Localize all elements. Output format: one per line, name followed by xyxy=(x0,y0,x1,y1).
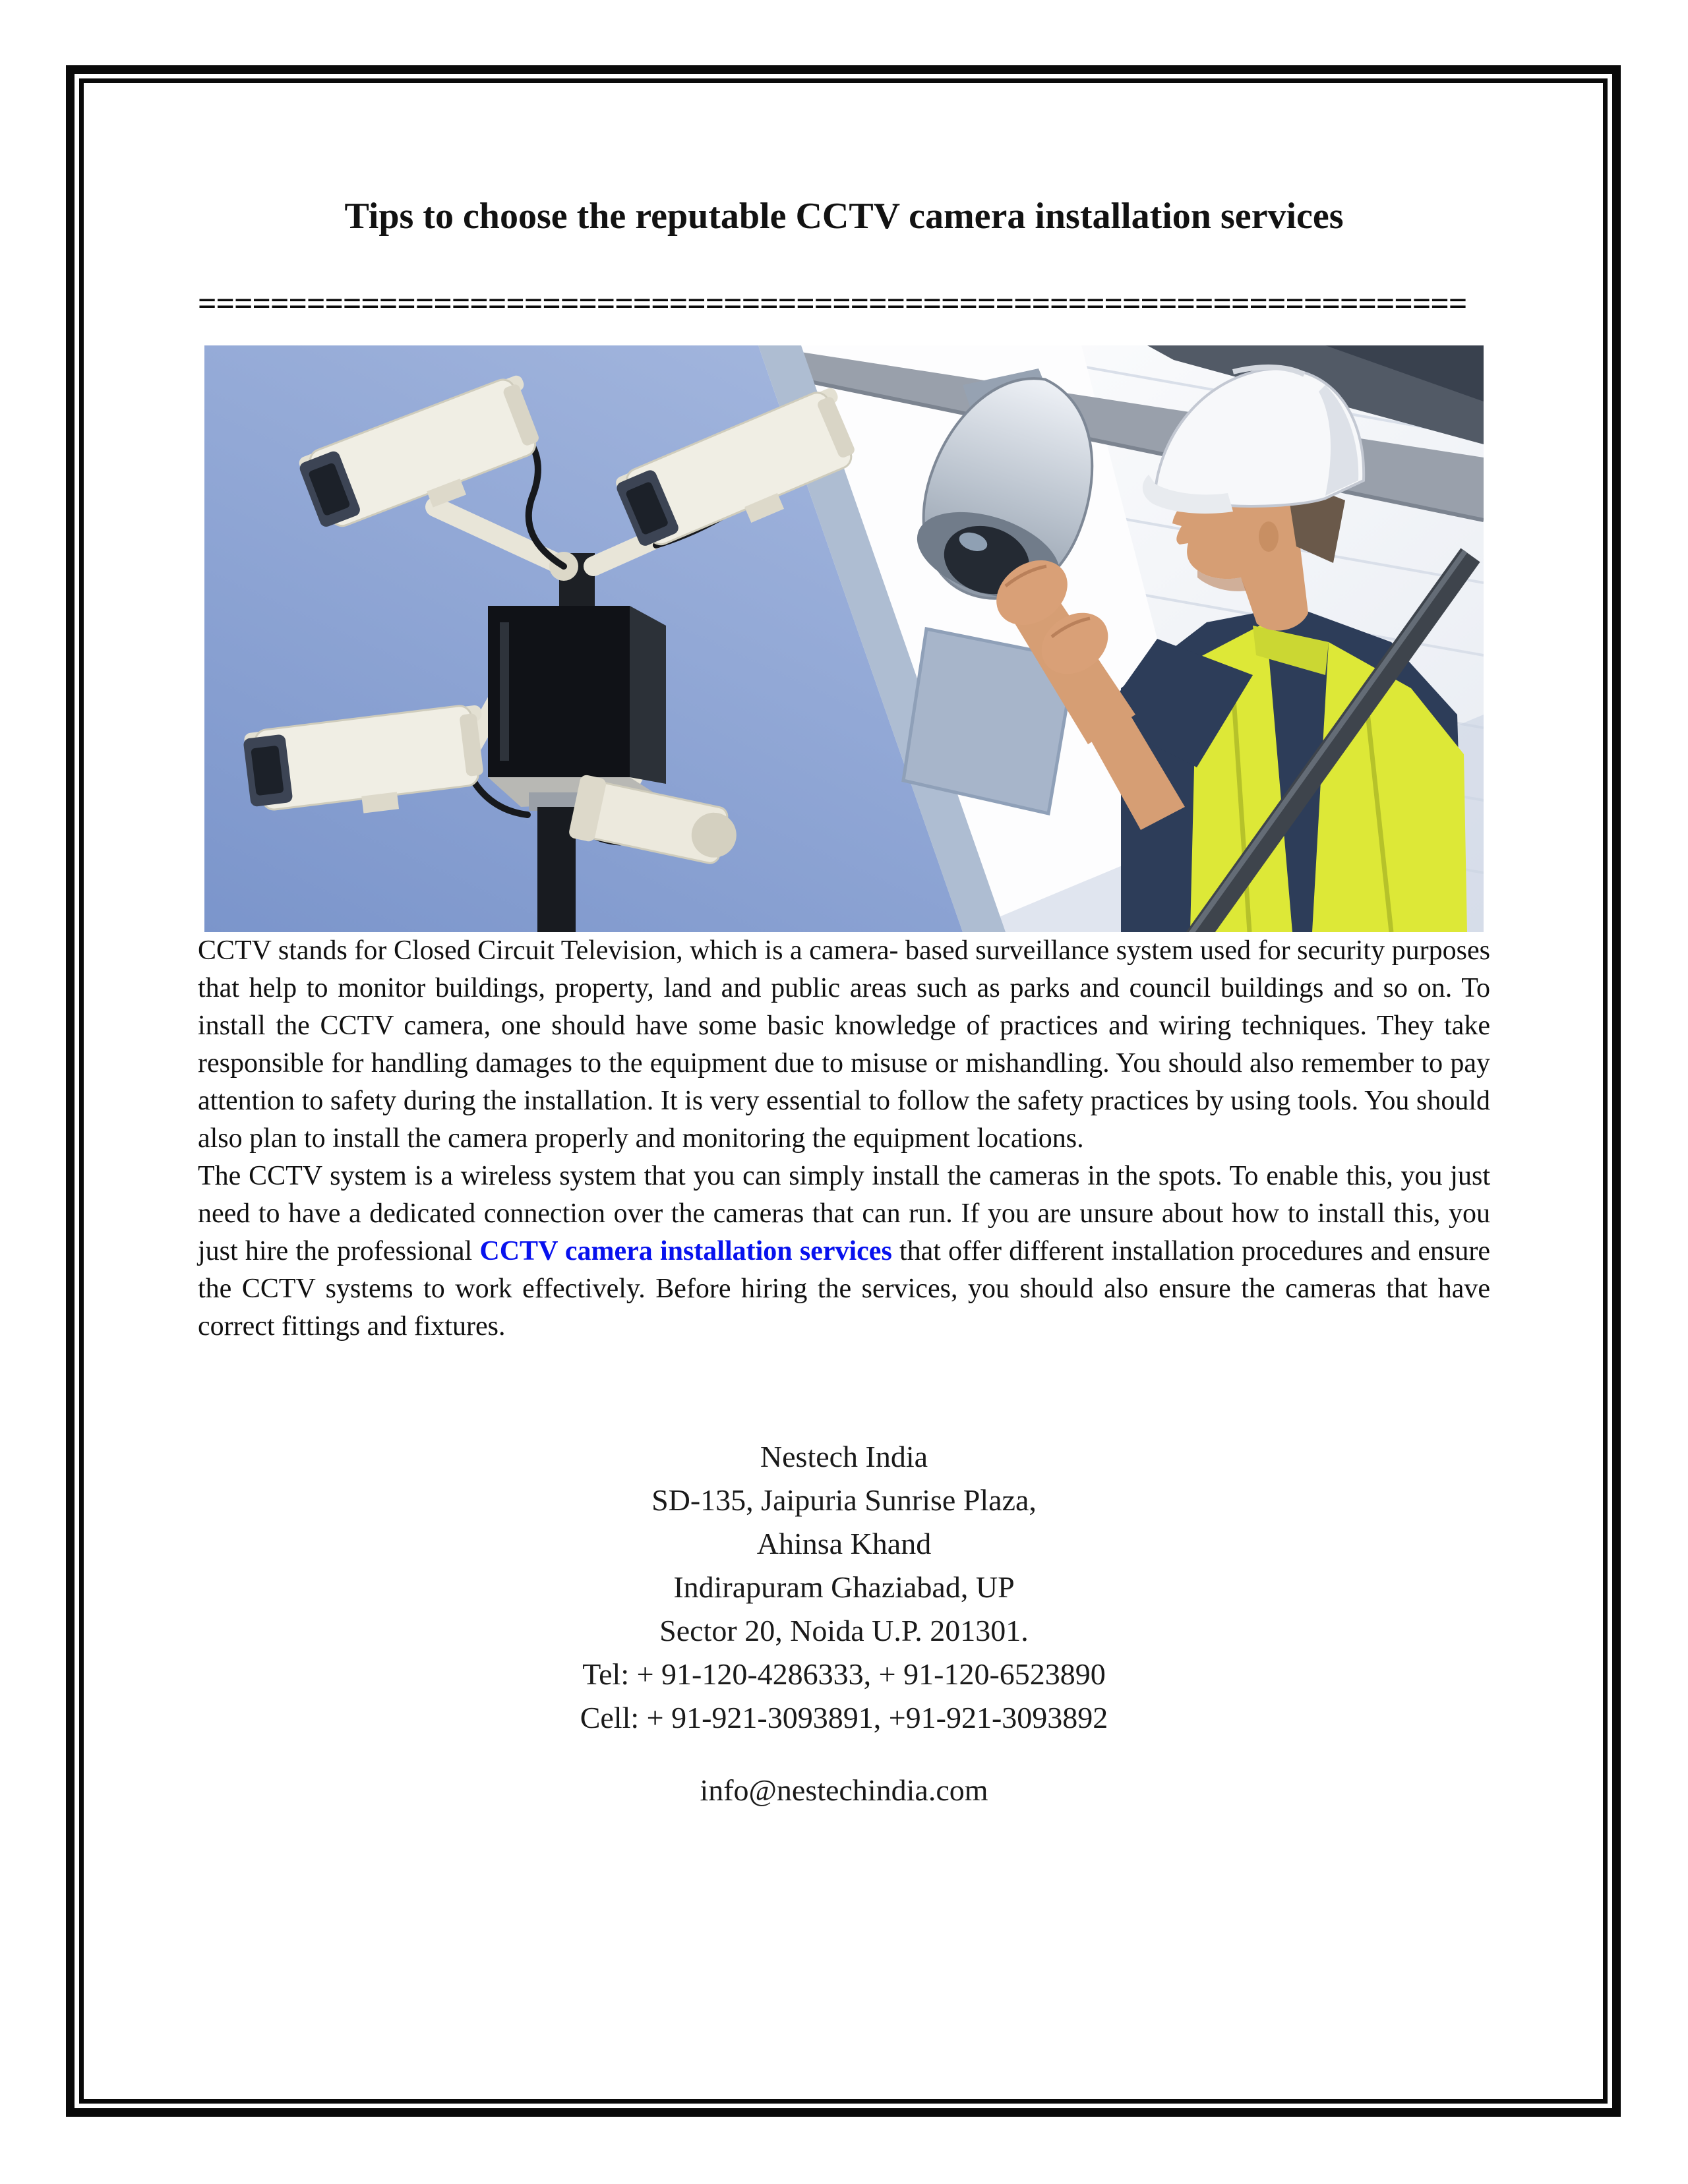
address-line-1: SD-135, Jaipuria Sunrise Plaza, xyxy=(651,1483,1037,1517)
address-line-4: Sector 20, Noida U.P. 201301. xyxy=(659,1614,1029,1647)
address-line-3: Indirapuram Ghaziabad, UP xyxy=(673,1570,1015,1604)
paragraph2-after-link: that offer different installation procedures and ensure the CCTV systems to work effectively. Before hiring the services, you should also ensure the cameras that have correct fittings and fixtures. xyxy=(198,1236,1490,1342)
company-name: Nestech India xyxy=(760,1440,928,1473)
document-title: Tips to choose the reputable CCTV camera installation services xyxy=(344,196,1344,237)
separator-line: ====================================================================== xyxy=(198,285,1467,322)
cell-line: Cell: + 91-921-3093891, +91-921-3093892 xyxy=(580,1701,1108,1734)
body-paragraph-1: CCTV stands for Closed Circuit Television, which is a camera- based surveillance system used for security purposes that help to monitor buildings, property, land and public areas such as parks and council buildings and so on. To install the CCTV camera, one should have some basic knowledge of practices and wiring techniques. They take responsible for handling damages to the equipment due to misuse or mishandling. You should also remember to pay attention to safety during the installation. It is very essential to follow the safety practices by using tools. You should also plan to install the camera properly and monitoring the equipment locations. xyxy=(198,935,1490,1154)
cctv-services-link[interactable]: CCTV camera installation services xyxy=(479,1236,892,1266)
contact-email: info@nestechindia.com xyxy=(700,1773,988,1807)
address-line-2: Ahinsa Khand xyxy=(756,1527,932,1560)
paragraph2-before-link: The CCTV system is a wireless system that you can simply install the cameras in the spots. To enable this, you just need to have a dedicated connection over the cameras that can run. If you are unsure about how to install this, you just hire the professional xyxy=(198,1161,1490,1266)
telephone-line: Tel: + 91-120-4286333, + 91-120-6523890 xyxy=(582,1657,1106,1691)
contact-block xyxy=(198,1435,1490,1812)
body-paragraph-2 xyxy=(198,1158,1490,1345)
document-content xyxy=(198,0,1490,1812)
cctv-hero-image xyxy=(204,345,1484,932)
